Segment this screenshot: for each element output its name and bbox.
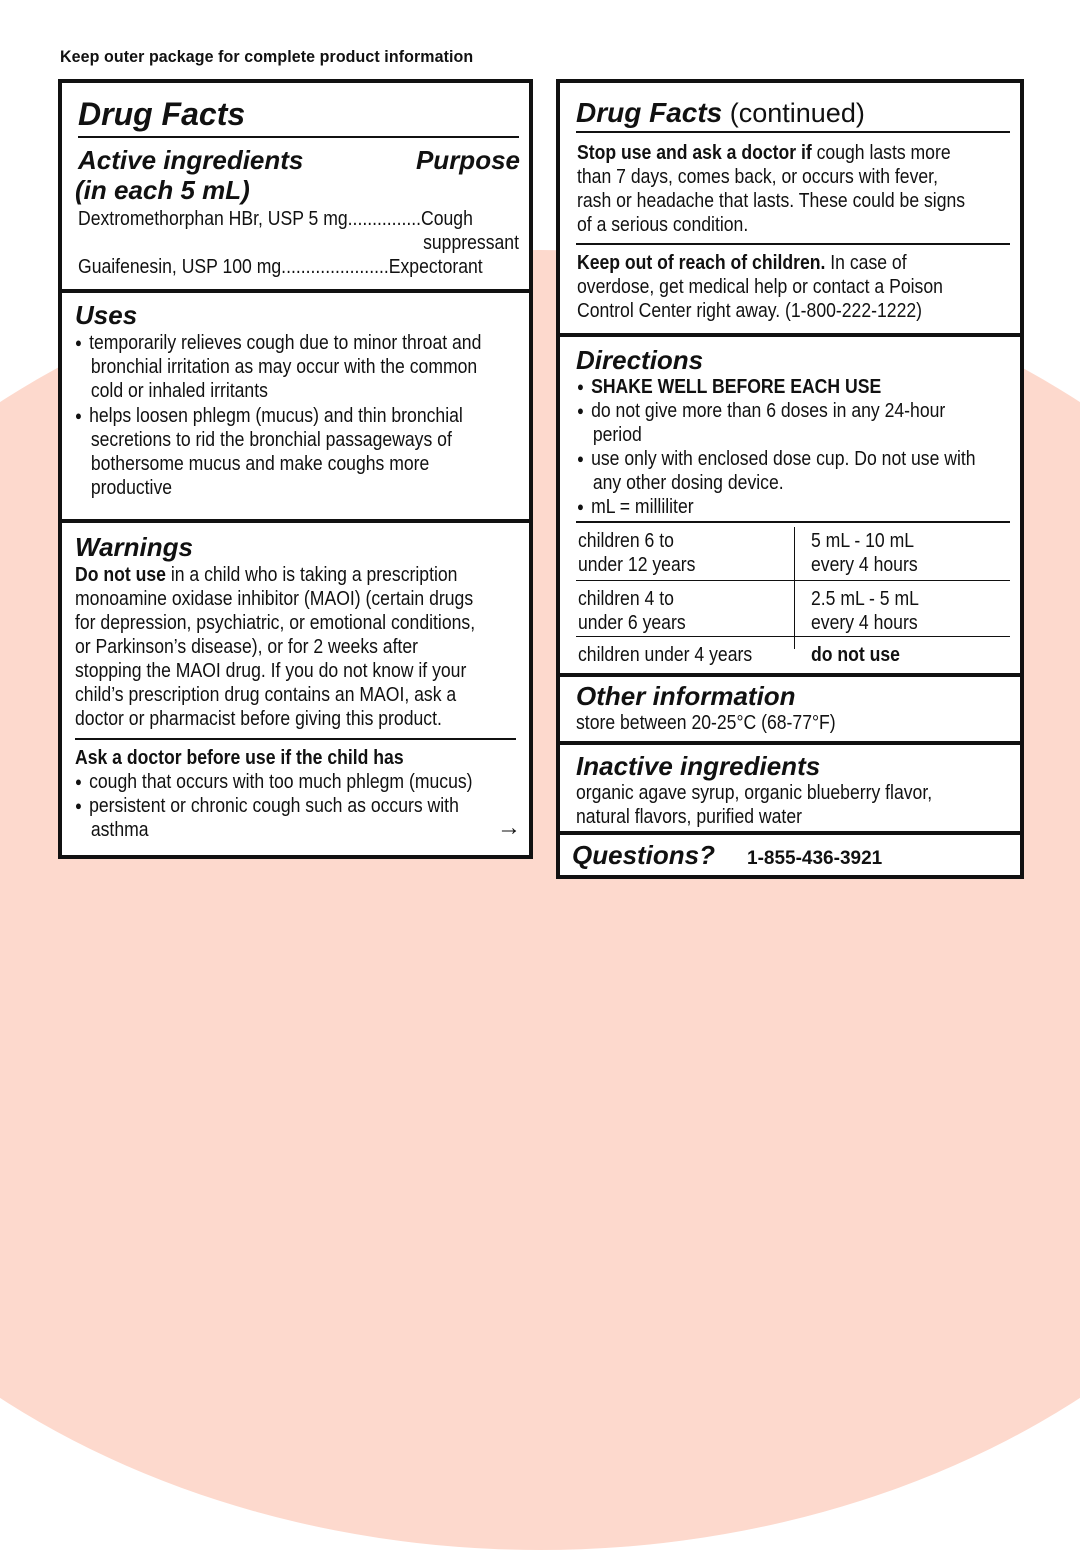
table-row-3-age: children under 4 years <box>578 644 753 666</box>
table-row-3-dose: do not use <box>811 644 900 666</box>
purpose-heading: Purpose <box>415 145 520 175</box>
inactive-ingredients-heading: Inactive ingredients <box>576 751 821 781</box>
ingredient-purpose: Expectorant <box>388 256 483 278</box>
drug-facts-title: Drug Facts <box>78 96 246 132</box>
list-item: ● mL = milliliter <box>577 495 976 519</box>
leader-dots: ...................... <box>281 256 389 278</box>
ask-doctor-heading: Ask a doctor before use if the child has <box>75 747 404 769</box>
title-rule <box>576 131 1010 133</box>
inactive-ingredients-text: organic agave syrup, organic blueberry flavor, natural flavors, purified water <box>576 782 933 828</box>
table-column-divider <box>794 527 795 649</box>
ask-doctor-list <box>75 770 473 842</box>
keep-out-text: Keep out of reach of children. In case of overdose, get medical help or contact a Poison Control Center right away. (1-800-222-1222) <box>577 252 943 322</box>
table-row-1-dose: 5 mL - 10 mL every 4 hours <box>811 530 918 576</box>
uses-list <box>75 331 481 500</box>
table-row-rule <box>576 636 1010 637</box>
questions-phone: 1-855-436-3921 <box>747 848 883 869</box>
list-item: ● temporarily relieves cough due to minor throat and bronchial irritation as may occur with the common cold or inhaled irritants <box>75 331 481 403</box>
list-item: ● SHAKE WELL BEFORE EACH USE <box>577 375 976 399</box>
dosage-table <box>576 521 1010 669</box>
warnings-rule <box>75 738 516 740</box>
drug-facts-continued-title: Drug Facts (continued) <box>576 97 865 128</box>
warnings-heading: Warnings <box>75 532 193 562</box>
questions-heading: Questions? <box>572 840 716 870</box>
continued-section <box>560 83 1020 333</box>
leader-dots: ............... <box>347 208 422 230</box>
continued-arrow-icon: → <box>497 814 521 841</box>
drug-facts-panel-left <box>58 79 533 859</box>
ingredient-name: Dextromethorphan HBr, USP 5 mg <box>78 208 348 230</box>
table-row-1-age: children 6 to under 12 years <box>578 530 696 576</box>
active-ingredients-heading: Active ingredients <box>78 145 304 175</box>
title-rule <box>78 136 519 138</box>
storage-text: store between 20-25°C (68-77°F) <box>576 712 836 734</box>
stop-use-label: Stop use and ask a doctor if <box>577 142 812 164</box>
keep-out-label: Keep out of reach of children. <box>577 252 826 274</box>
table-row-2-age: children 4 to under 6 years <box>578 588 686 634</box>
list-item: ● persistent or chronic cough such as occurs with asthma <box>75 794 473 842</box>
list-item: ● helps loosen phlegm (mucus) and thin bronchial secretions to rid the bronchial passageways of bothersome mucus and make coughs more productive <box>75 404 481 500</box>
active-ingredients-box <box>65 86 526 289</box>
ingredient-purpose-line-2: suppressant <box>423 232 519 254</box>
directions-list <box>577 375 976 519</box>
stop-use-text: Stop use and ask a doctor if cough lasts more than 7 days, comes back, or occurs with fever, rash or headache that lasts. These could be signs of a serious condition. <box>577 142 966 236</box>
ingredient-purpose: Cough <box>421 208 473 230</box>
ingredient-row-1 <box>78 207 518 231</box>
table-row-rule <box>576 580 1010 581</box>
list-item: ● do not give more than 6 doses in any 24-hour period <box>577 399 976 447</box>
questions-section <box>560 835 1020 875</box>
drug-facts-panel-right <box>556 79 1024 879</box>
ingredient-name: Guaifenesin, USP 100 mg <box>78 256 282 278</box>
directions-heading: Directions <box>576 345 704 375</box>
table-rule-top <box>576 521 1010 523</box>
warnings-text: Do not use in a child who is taking a prescription monoamine oxidase inhibitor (MAOI) (certain drugs for depression, psychiatric, or emotional conditions, or Parkinson’s disease), or for 2 weeks after stopping the MAOI drug. If you do not know if your child’s prescription drug contains an MAOI, ask a doctor or pharmacist before giving this product. <box>75 564 476 730</box>
ingredient-row-2 <box>78 255 518 279</box>
do-not-use-label: Do not use <box>75 564 166 586</box>
other-information-section <box>560 677 1020 741</box>
uses-heading: Uses <box>75 300 138 330</box>
inactive-ingredients-section <box>560 745 1020 831</box>
stop-use-rule <box>576 243 1010 245</box>
other-information-heading: Other information <box>576 681 796 711</box>
list-item: ● cough that occurs with too much phlegm (mucus) <box>75 770 473 794</box>
list-item: ● use only with enclosed dose cup. Do not use with any other dosing device. <box>577 447 976 495</box>
warnings-section <box>62 523 529 857</box>
table-row-2-dose: 2.5 mL - 5 mL every 4 hours <box>811 588 919 634</box>
uses-section <box>62 293 529 519</box>
directions-section <box>560 337 1020 673</box>
outer-package-note: Keep outer package for complete product information <box>60 47 474 66</box>
active-ingredients-subheading: (in each 5 mL) <box>75 175 250 205</box>
